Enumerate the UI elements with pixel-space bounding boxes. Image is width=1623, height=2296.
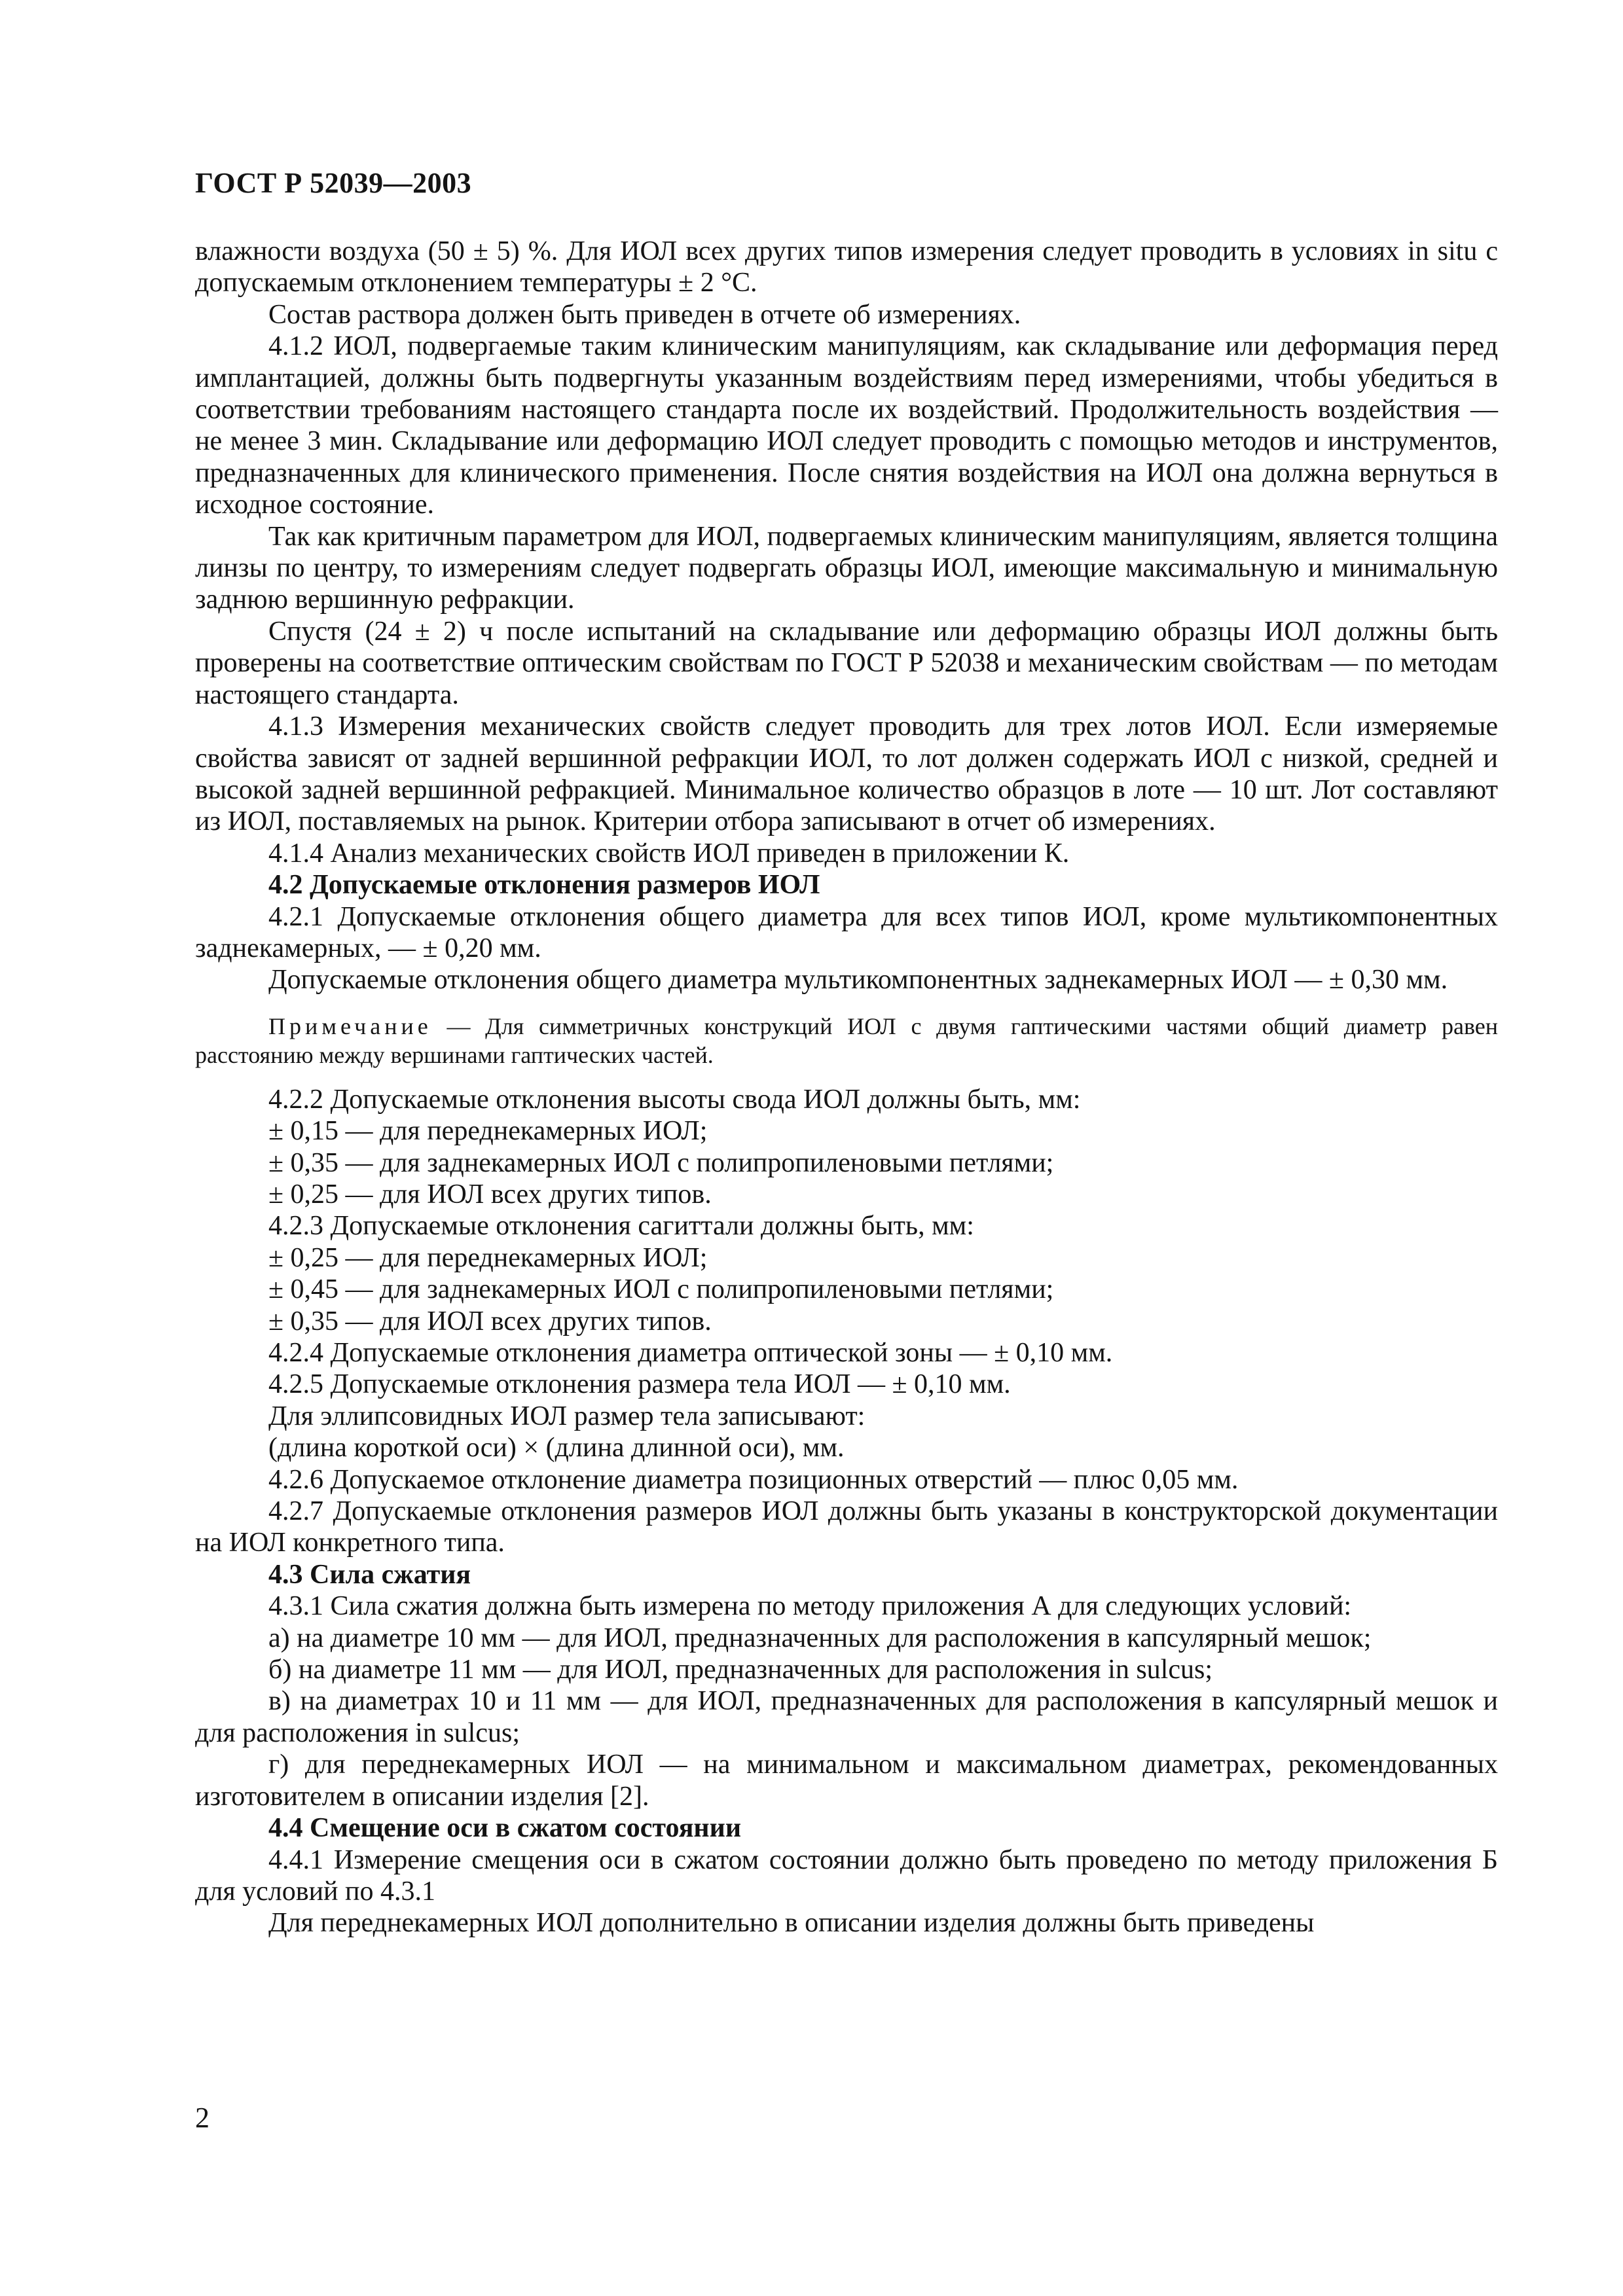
list-item: в) на диаметрах 10 и 11 мм — для ИОЛ, предназначенных для расположения в капсулярный мешок и для расположения in sulcus; (195, 1686, 1498, 1748)
paragraph-4-4-1: 4.4.1 Измерение смещения оси в сжатом состоянии должно быть проведено по методу приложения Б для условий по 4.3.1 (195, 1844, 1498, 1907)
paragraph: Спустя (24 ± 2) ч после испытаний на складывание или деформацию образцы ИОЛ должны быть проверены на соответствие оптическим свойствам по ГОСТ Р 52038 и механическим свойствам — по методам настоящего стандарта. (195, 616, 1498, 710)
paragraph-4-2-1: 4.2.1 Допускаемые отклонения общего диаметра для всех типов ИОЛ, кроме мультикомпонентных заднекамерных, — ± 0,20 мм. (195, 901, 1498, 963)
paragraph-4-1-2: 4.1.2 ИОЛ, подвергаемые таким клиническим манипуляциям, как складывание или деформация перед имплантацией, должны быть подвергнуты указанным воздействиям перед измерениями, чтобы убедиться в соответствии требованиям настоящего стандарта после их воздействий. Продолжительность воздействия — не менее 3 мин. Складывание или деформацию ИОЛ следует проводить с помощью методов и инструментов, предназначенных для клинического применения. После снятия воздействия на ИОЛ она должна вернуться в исходное состояние. (195, 331, 1498, 520)
section-heading-4-3: 4.3 Сила сжатия (268, 1559, 471, 1590)
paragraph: Так как критичным параметром для ИОЛ, подвергаемых клиническим манипуляциям, является толщина линзы по центру, то измерениям следует подвергать образцы ИОЛ, имеющие максимальную и минимальную заднюю вершинную рефракции. (195, 521, 1498, 615)
list-item: б) на диаметре 11 мм — для ИОЛ, предназначенных для расположения in sulcus; (268, 1655, 1213, 1685)
formula-line: (длина короткой оси) × (длина длинной оси), мм. (268, 1433, 845, 1463)
list-item: ± 0,45 — для заднекамерных ИОЛ с полипропиленовыми петлями; (268, 1274, 1054, 1305)
section-heading-4-4: 4.4 Смещение оси в сжатом состоянии (268, 1813, 742, 1844)
section-heading-4-2: 4.2 Допускаемые отклонения размеров ИОЛ (268, 870, 820, 901)
document-body (195, 236, 1498, 1939)
paragraph: влажности воздуха (50 ± 5) %. Для ИОЛ всех других типов измерения следует проводить в условиях in situ с допускаемым отклонением температуры ± 2 °С. (195, 236, 1498, 298)
list-item: ± 0,25 — для ИОЛ всех других типов. (268, 1179, 712, 1210)
paragraph-4-2-4: 4.2.4 Допускаемые отклонения диаметра оптической зоны — ± 0,10 мм. (268, 1338, 1113, 1368)
paragraph-4-2-5: 4.2.5 Допускаемые отклонения размера тела ИОЛ — ± 0,10 мм. (268, 1369, 1011, 1400)
note-label: Примечание (268, 1013, 432, 1039)
paragraph-4-1-4: 4.1.4 Анализ механических свойств ИОЛ приведен в приложении К. (268, 838, 1070, 869)
paragraph-4-2-2: 4.2.2 Допускаемые отклонения высоты свода ИОЛ должны быть, мм: (268, 1084, 1081, 1115)
document-header: ГОСТ Р 52039—2003 (195, 167, 472, 199)
list-item: ± 0,35 — для заднекамерных ИОЛ с полипропиленовыми петлями; (268, 1147, 1054, 1178)
page-number: 2 (195, 2102, 210, 2134)
paragraph: Для эллипсовидных ИОЛ размер тела записывают: (268, 1401, 866, 1431)
paragraph-4-3-1: 4.3.1 Сила сжатия должна быть измерена по методу приложения А для следующих условий: (268, 1591, 1352, 1622)
paragraph-4-1-3: 4.1.3 Измерения механических свойств следует проводить для трех лотов ИОЛ. Если измеряемые свойства зависят от задней вершинной рефракции ИОЛ, то лот должен содержать ИОЛ с низкой, средней и высокой задней вершинной рефракцией. Минимальное количество образцов в лоте — 10 шт. Лот составляют из ИОЛ, поставляемых на рынок. Критерии отбора записывают в отчет об измерениях. (195, 711, 1498, 837)
paragraph-4-2-6: 4.2.6 Допускаемое отклонение диаметра позиционных отверстий — плюс 0,05 мм. (268, 1464, 1239, 1495)
list-item: ± 0,25 — для переднекамерных ИОЛ; (268, 1242, 708, 1273)
paragraph: Состав раствора должен быть приведен в отчете об измерениях. (268, 299, 1021, 330)
list-item: ± 0,15 — для переднекамерных ИОЛ; (268, 1116, 708, 1147)
list-item: г) для переднекамерных ИОЛ — на минимальном и максимальном диаметрах, рекомендованных изготовителем в описании изделия [2]. (195, 1749, 1498, 1812)
list-item: а) на диаметре 10 мм — для ИОЛ, предназначенных для расположения в капсулярный мешок; (268, 1623, 1372, 1653)
paragraph: Для переднекамерных ИОЛ дополнительно в описании изделия должны быть приведены (268, 1908, 1315, 1939)
paragraph-4-2-7: 4.2.7 Допускаемые отклонения размеров ИОЛ должны быть указаны в конструкторской документации на ИОЛ конкретного типа. (195, 1496, 1498, 1558)
note (195, 1012, 1498, 1069)
list-item: ± 0,35 — для ИОЛ всех других типов. (268, 1306, 712, 1336)
paragraph: Допускаемые отклонения общего диаметра мультикомпонентных заднекамерных ИОЛ — ± 0,30 мм. (268, 965, 1448, 996)
note-text: — Для симметричных конструкций ИОЛ с двумя гаптическими частями общий диаметр равен расстоянию между вершинами гаптических частей. (195, 1013, 1498, 1068)
paragraph-4-2-3: 4.2.3 Допускаемые отклонения сагиттали должны быть, мм: (268, 1211, 974, 1242)
